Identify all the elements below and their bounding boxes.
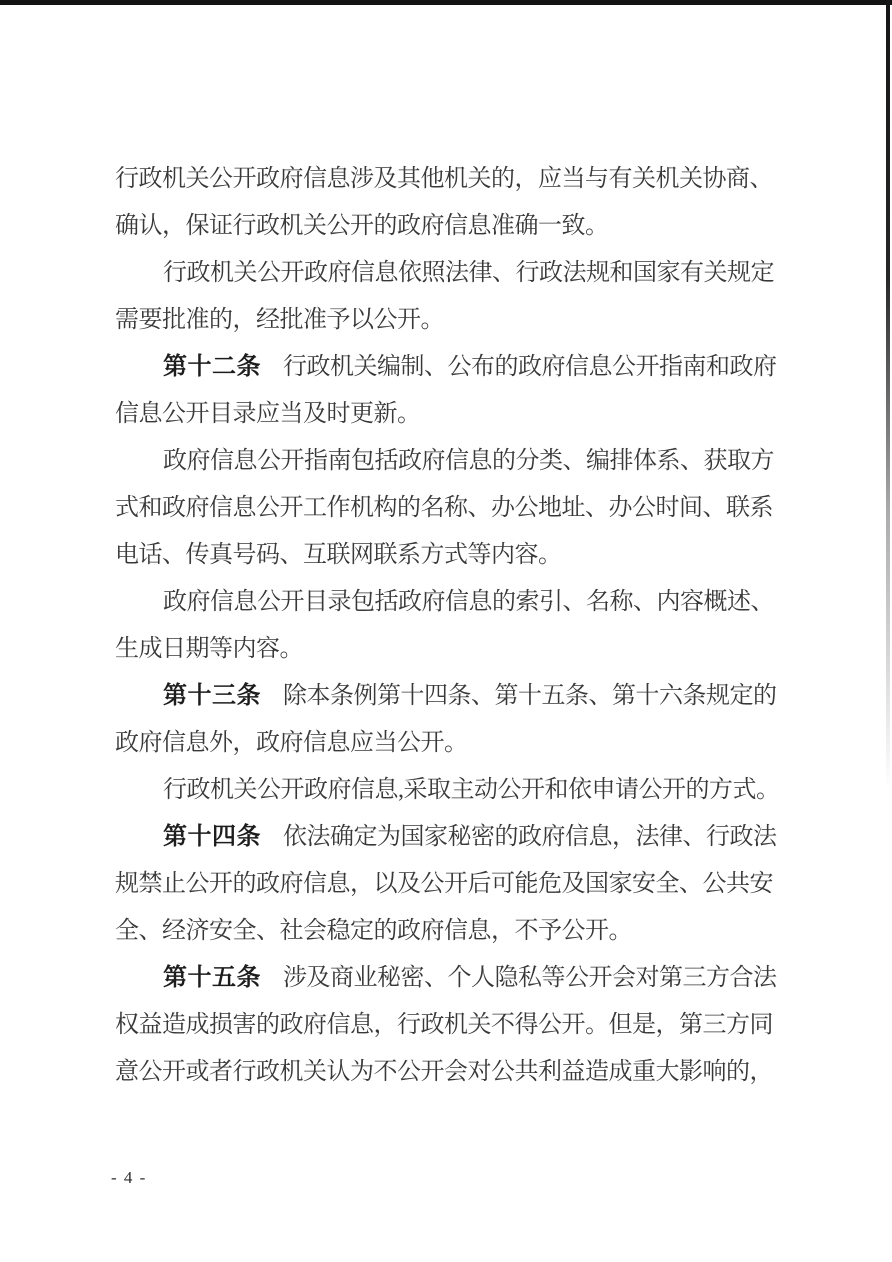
document-body	[115, 156, 795, 1096]
line-text: 生成日期等内容。	[115, 636, 303, 662]
article-number: 第十四条	[163, 824, 261, 850]
line-text: 行政机关公开政府信息涉及其他机关的，应当与有关机关协商、	[115, 166, 773, 192]
line-text: 除本条例第十四条、第十五条、第十六条规定的	[283, 683, 777, 709]
line-text: 式和政府信息公开工作机构的名称、办公地址、办公时间、联系	[115, 495, 773, 521]
text-line	[115, 532, 795, 579]
line-text: 政府信息公开指南包括政府信息的分类、编排体系、获取方	[163, 448, 774, 474]
line-text: 依法确定为国家秘密的政府信息，法律、行政法	[283, 824, 777, 850]
text-line	[115, 250, 795, 297]
line-text: 行政机关公开政府信息依照法律、行政法规和国家有关规定	[163, 260, 774, 286]
text-line	[115, 156, 795, 203]
text-line	[115, 767, 795, 814]
line-text: 确认，保证行政机关公开的政府信息准确一致。	[115, 213, 609, 239]
text-line	[115, 485, 795, 532]
text-line	[115, 391, 795, 438]
scan-edge-top	[0, 0, 892, 5]
scan-edge-right	[886, 0, 890, 790]
text-line-article-14	[115, 814, 795, 861]
line-text: 电话、传真号码、互联网联系方式等内容。	[115, 542, 562, 568]
text-line-article-15	[115, 955, 795, 1002]
text-line	[115, 861, 795, 908]
line-text: 政府信息公开目录包括政府信息的索引、名称、内容概述、	[163, 589, 774, 615]
text-line	[115, 438, 795, 485]
line-text: 行政机关公开政府信息,采取主动公开和依申请公开的方式。	[163, 777, 780, 803]
line-text: 行政机关编制、公布的政府信息公开指南和政府	[283, 354, 777, 380]
line-text: 信息公开目录应当及时更新。	[115, 401, 421, 427]
line-text: 规禁止公开的政府信息，以及公开后可能危及国家安全、公共安	[115, 871, 773, 897]
article-number: 第十二条	[163, 354, 261, 380]
text-line	[115, 579, 795, 626]
line-text: 全、经济安全、社会稳定的政府信息，不予公开。	[115, 918, 632, 944]
text-line	[115, 1002, 795, 1049]
article-number: 第十三条	[163, 683, 261, 709]
text-line-article-13	[115, 673, 795, 720]
line-text: 意公开或者行政机关认为不公开会对公共利益造成重大影响的，	[115, 1059, 773, 1085]
text-line	[115, 203, 795, 250]
text-line	[115, 626, 795, 673]
line-text: 权益造成损害的政府信息，行政机关不得公开。但是，第三方同	[115, 1012, 773, 1038]
article-number: 第十五条	[163, 965, 261, 991]
line-text: 涉及商业秘密、个人隐私等公开会对第三方合法	[283, 965, 777, 991]
text-line	[115, 297, 795, 344]
text-line	[115, 1049, 795, 1096]
line-text: 政府信息外，政府信息应当公开。	[115, 730, 468, 756]
line-text: 需要批准的，经批准予以公开。	[115, 307, 444, 333]
page-number: - 4 -	[111, 1168, 147, 1187]
text-line-article-12	[115, 344, 795, 391]
text-line	[115, 908, 795, 955]
text-line	[115, 720, 795, 767]
